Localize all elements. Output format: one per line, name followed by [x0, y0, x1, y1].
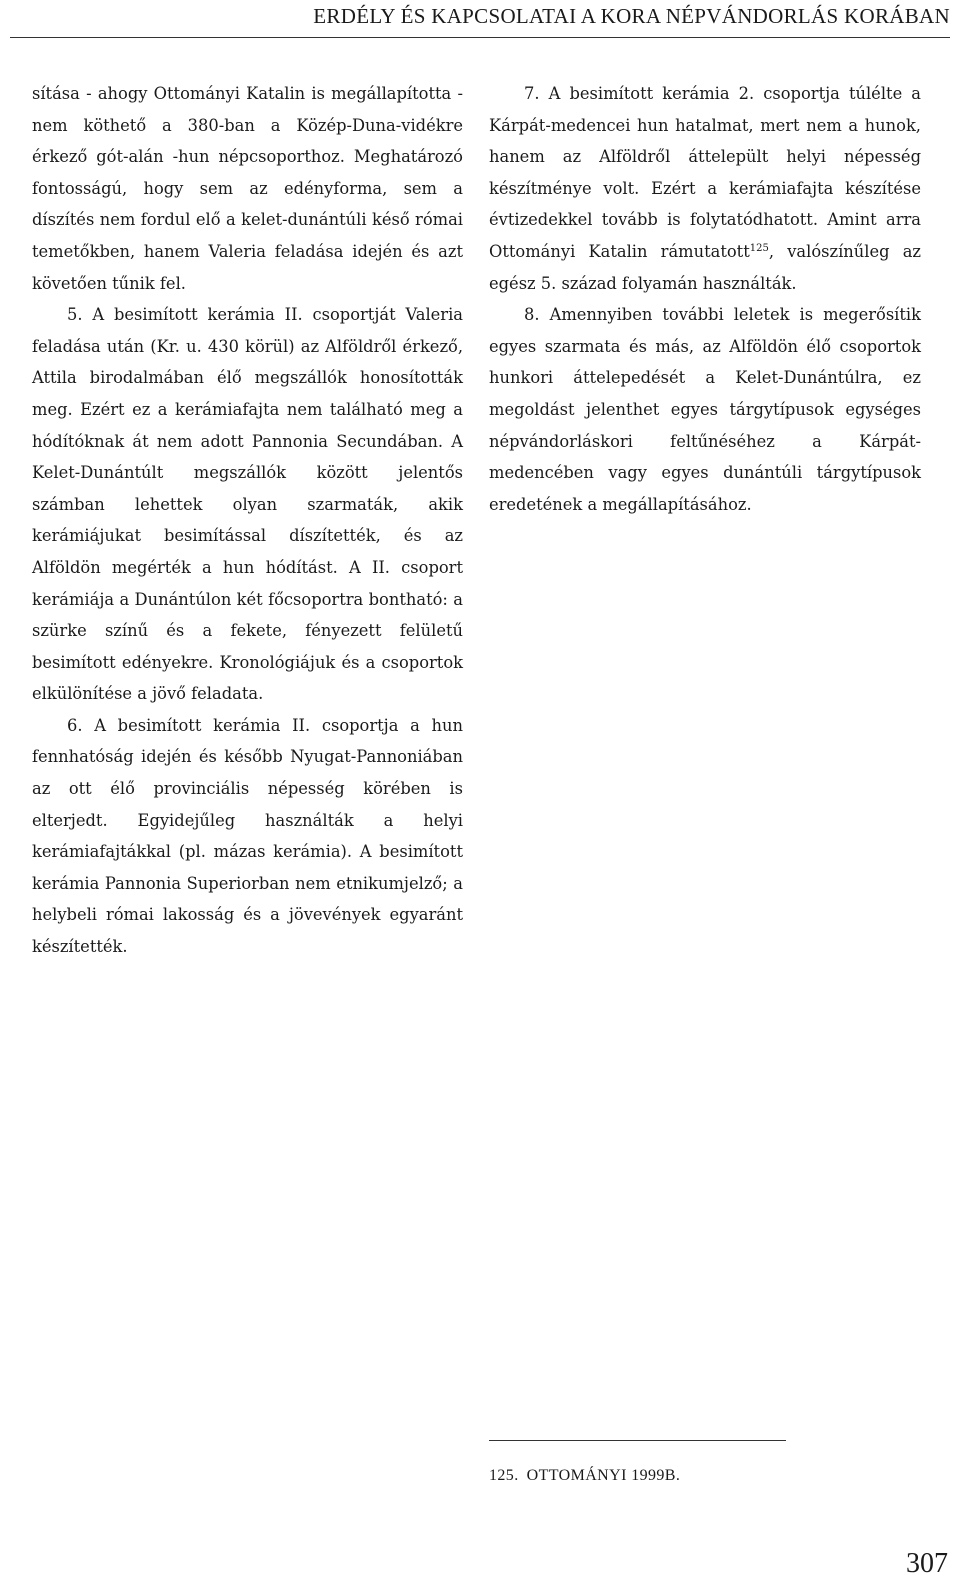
paragraph-6: 6. A besimított kerámia II. csoportja a hun fennhatóság idején és később Nyugat-Pannoniában az ott élő provinciális népesség körében is elterjedt. Egyidejűleg használták a helyi kerámiafajtákkal (pl. mázas kerámia). A besimított kerámia Pannonia Superiorban nem etnikumjelző; a helybeli római lakosság és a jövevények egyaránt készítették. — [32, 715, 463, 957]
footnote — [489, 1467, 680, 1485]
paragraph-5: 5. A besimított kerámia II. csoportját Valeria feladása után (Kr. u. 430 körül) az Alföldről érkező, Attila birodalmában élő megszállók honosították meg. Ezért ez a kerámiafajta nem található meg a hódítóknak át nem adott Pannonia Secundában. A Kelet-Dunántúlt megszállók között jelentős számban lehettek olyan szarmaták, akik kerámiájukat besimítással díszítették, és az Alföldön megérték a hun hódítást. A II. csoport kerámiája a Dunántúlon két főcsoportra bontható: a szürke színű és a fekete, fényezett felületű besimított edényekre. Kronológiájuk és a csoportok elkülönítése a jövő feladata. — [32, 305, 463, 704]
paragraph-continuation: sítása - ahogy Ottományi Katalin is megállapította - nem köthető a 380-ban a Közép-Duna-vidékre érkező gót-alán -hun népcsoporthoz. Meghatározó fontosságú, hogy sem az edényforma, sem a díszítés nem fordul elő a kelet-dunántúli késő római temetőkben, hanem Valeria feladása idején és azt követően tűnik fel. — [32, 84, 463, 293]
header-rule — [10, 37, 950, 38]
paragraph-7-text-start: 7. A besimított kerámia 2. csoportja túlélte a Kárpát-medencei hun hatalmat, mert nem a hunok, hanem az Alföldről áttelepült helyi népesség készítménye volt. Ezért a kerámiafajta készítése évtizedekkel tovább is folytatódhatott. Amint arra Ottományi Katalin rámutatott — [489, 84, 921, 261]
footnote-reference: 125 — [749, 242, 769, 254]
page-number: 307 — [906, 1548, 948, 1579]
right-column — [489, 78, 921, 520]
footnote-number: 125. — [489, 1467, 519, 1484]
paragraph-8: 8. Amennyiben további leletek is megerősítik egyes szarmata és más, az Alföldön élő csoportok hunkori áttelepedését a Kelet-Dunántúlra, ez megoldást jelenthet egyes tárgytípusok egységes népvándorláskori feltűnéséhez a Kárpát-medencében vagy egyes dunántúli tárgytípusok eredetének a megállapításához. — [489, 305, 921, 514]
left-column — [32, 78, 463, 963]
footnote-rule — [489, 1440, 786, 1441]
footnote-text: OTTOMÁNYI 1999B. — [526, 1467, 681, 1484]
paragraph-7 — [489, 78, 921, 299]
running-header-title: ERDÉLY ÉS KAPCSOLATAI A KORA NÉPVÁNDORLÁS KORÁBAN — [313, 4, 950, 28]
paragraph-7-text-end: , valószínűleg az egész 5. század folyamán használták. — [489, 241, 921, 293]
